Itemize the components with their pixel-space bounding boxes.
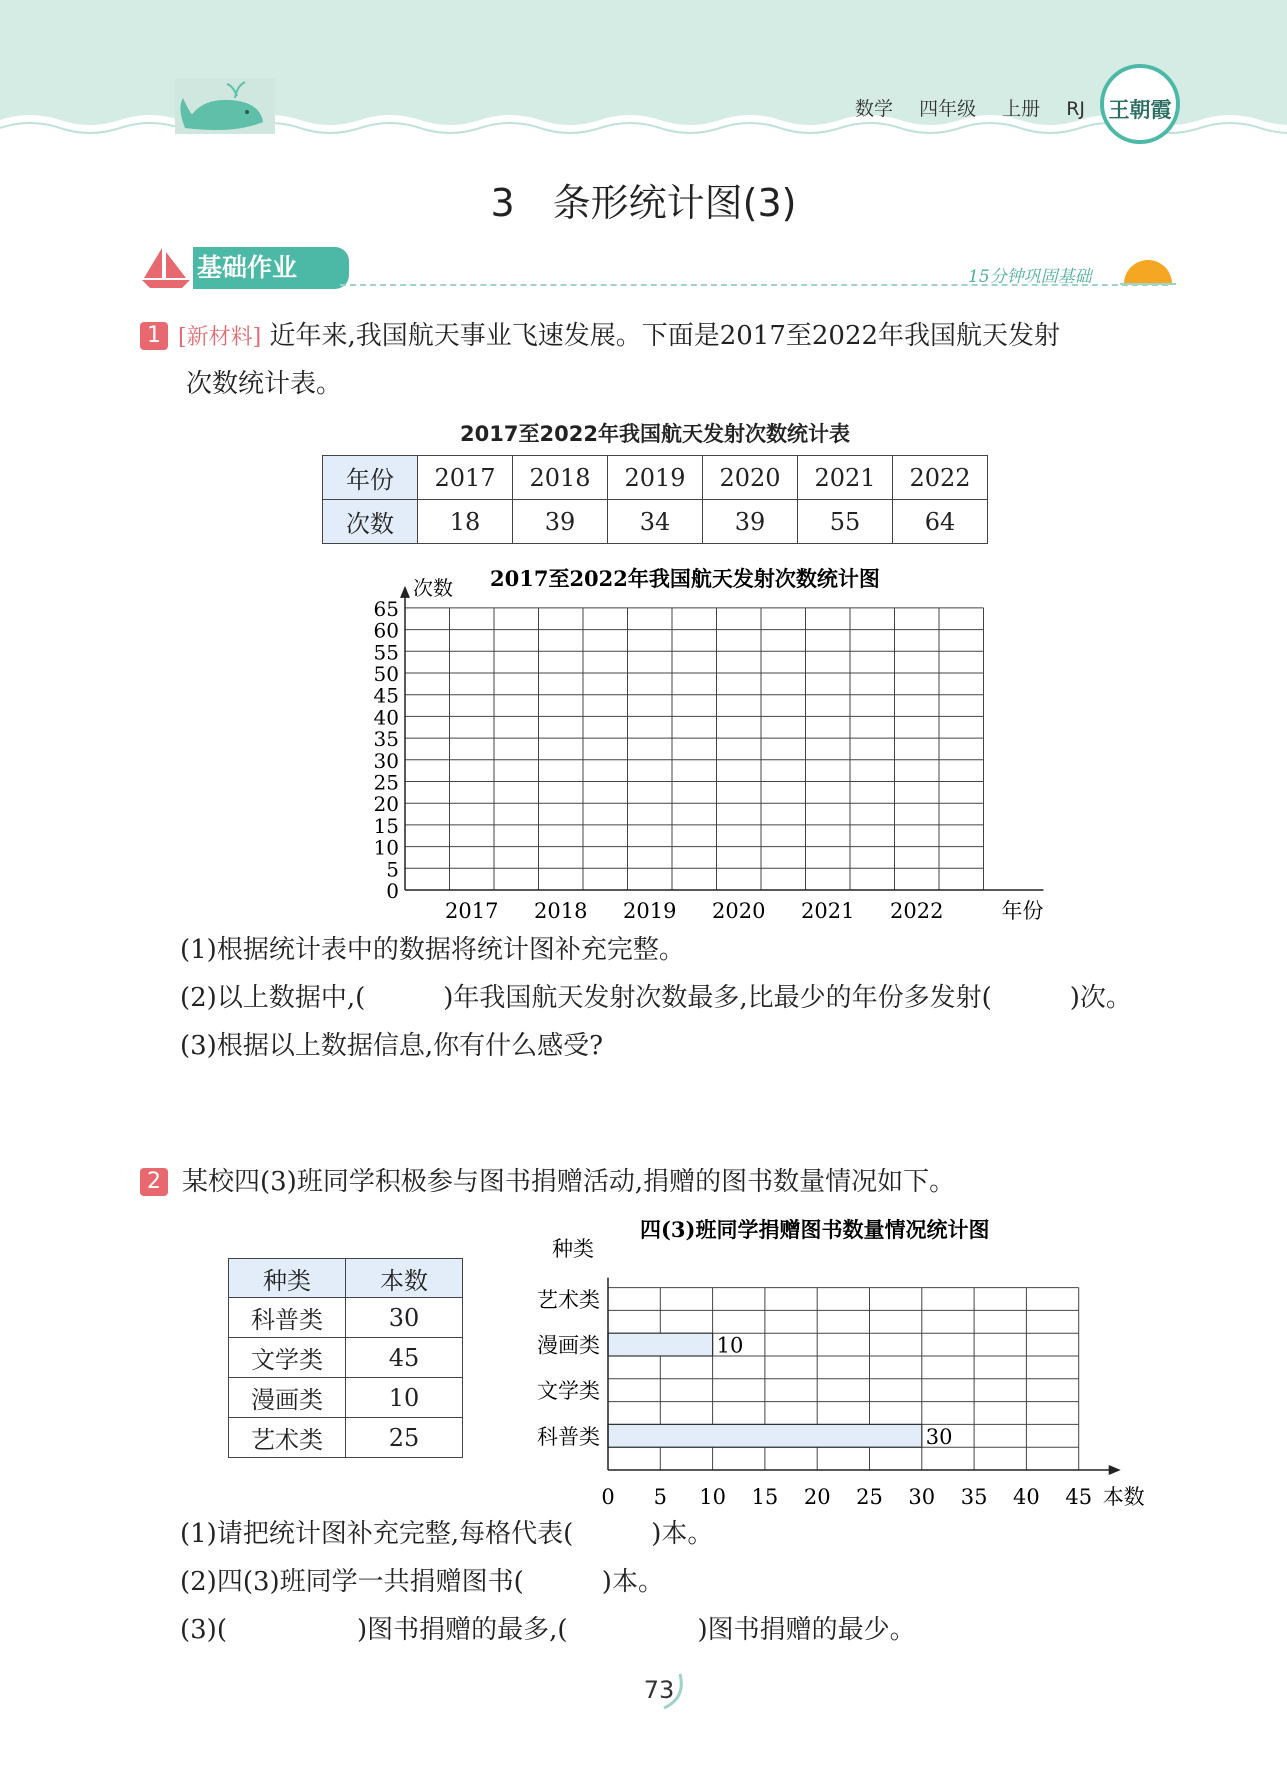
section-time-note: 15分钟巩固基础	[968, 267, 1092, 287]
y-tick-label: 50	[373, 662, 399, 686]
table-header-cell: 次数	[323, 500, 418, 544]
table-cell: 18	[418, 500, 513, 544]
x-tick-label: 2019	[623, 899, 677, 920]
table-cell: 64	[893, 500, 988, 544]
y-axis-label: 种类	[552, 1237, 594, 1261]
q1-sub3: (3)根据以上数据信息,你有什么感受?	[180, 1031, 604, 1061]
q2-sub1: (1)请把统计图补充完整,每格代表( )本。	[180, 1519, 714, 1549]
table-header-cell: 本数	[346, 1259, 463, 1298]
q2-text: 某校四(3)班同学积极参与图书捐赠活动,捐赠的图书数量情况如下。	[182, 1167, 956, 1197]
y-tick-label: 0	[386, 879, 399, 903]
edition-label: RJ	[1066, 98, 1085, 120]
sailboat-icon	[140, 246, 192, 290]
table-cell: 科普类	[229, 1298, 346, 1338]
table-cell: 10	[346, 1378, 463, 1418]
table-cell: 39	[703, 500, 798, 544]
y-tick-label: 25	[373, 770, 399, 795]
table-cell: 2017	[418, 456, 513, 500]
q1-sub2: (2)以上数据中,( )年我国航天发射次数最多,比最少的年份多发射( )次。	[180, 983, 1132, 1013]
table-cell: 文学类	[229, 1338, 346, 1378]
data-label: 10	[716, 1333, 744, 1358]
table-header-cell: 年份	[323, 456, 418, 500]
data-label: 30	[925, 1424, 953, 1449]
chart-title: 2017至2022年我国航天发射次数统计图	[490, 566, 880, 591]
page-header	[0, 0, 1287, 150]
chart-title: 四(3)班同学捐赠图书数量情况统计图	[640, 1217, 990, 1242]
x-axis-arrow	[1109, 1465, 1121, 1475]
book-bar-chart	[520, 1210, 1160, 1510]
volume-label: 上册	[1002, 98, 1041, 120]
q2-sub2: (2)四(3)班同学一共捐赠图书( )本。	[180, 1567, 664, 1597]
y-tick-label: 10	[373, 835, 399, 860]
grade-label: 四年级	[919, 98, 977, 120]
table-cell: 55	[798, 500, 893, 544]
section-label: 基础作业	[193, 247, 349, 289]
y-tick-label: 文学类	[537, 1379, 600, 1404]
x-axis-label: 本数	[1102, 1485, 1145, 1509]
y-tick-label: 35	[373, 727, 399, 752]
sunset-icon	[1120, 254, 1176, 288]
table-cell: 2020	[703, 456, 798, 500]
page-number: 73	[643, 1676, 675, 1704]
bar	[608, 1333, 713, 1356]
q1-tag: [新材料]	[178, 325, 262, 350]
y-tick-label: 艺术类	[537, 1288, 600, 1312]
y-tick-label: 5	[386, 857, 399, 882]
y-tick-label: 65	[373, 596, 399, 621]
x-tick-label: 15	[751, 1485, 779, 1509]
table-cell: 39	[513, 500, 608, 544]
x-tick-label: 2020	[712, 899, 766, 920]
brand-logo-text: 王朝霞	[1108, 97, 1172, 122]
x-tick-label: 30	[908, 1485, 936, 1509]
question-number: 1	[140, 322, 168, 350]
y-tick-label: 15	[373, 813, 399, 838]
x-axis-label: 年份	[1001, 899, 1044, 920]
page-title: 3 条形统计图(3)	[490, 181, 797, 225]
table-cell: 25	[346, 1418, 463, 1458]
table-cell: 2022	[893, 456, 988, 500]
x-tick-label: 10	[699, 1485, 726, 1509]
q1-data-table	[322, 455, 988, 544]
y-tick-label: 55	[373, 640, 399, 665]
table-cell: 艺术类	[229, 1418, 346, 1458]
brand-logo	[1100, 64, 1180, 144]
bar	[608, 1424, 922, 1447]
x-tick-label: 35	[960, 1485, 988, 1509]
q1-text	[178, 312, 1178, 362]
q1-text-line2: 次数统计表。	[186, 369, 343, 399]
y-tick-label: 40	[373, 705, 399, 730]
table-cell: 2021	[798, 456, 893, 500]
x-tick-label: 0	[601, 1485, 615, 1509]
page-number-swirl-icon	[660, 1668, 690, 1714]
book-info	[855, 94, 1105, 121]
subject-label: 数学	[855, 98, 894, 120]
y-tick-label: 30	[373, 748, 399, 773]
q1-text-line1: 近年来,我国航天事业飞速发展。下面是2017至2022年我国航天发射	[269, 321, 1061, 351]
table-cell: 漫画类	[229, 1378, 346, 1418]
y-tick-label: 科普类	[537, 1424, 600, 1449]
x-tick-label: 5	[653, 1485, 667, 1509]
y-tick-label: 20	[373, 792, 399, 817]
launch-bar-chart	[360, 560, 1060, 920]
q2-data-table	[228, 1258, 463, 1458]
table-header-cell: 种类	[229, 1259, 346, 1298]
table-cell: 45	[346, 1338, 463, 1378]
q1-table-caption: 2017至2022年我国航天发射次数统计表	[460, 422, 850, 446]
y-tick-label: 45	[373, 683, 399, 708]
q2-sub3: (3)( )图书捐赠的最多,( )图书捐赠的最少。	[180, 1615, 916, 1645]
x-tick-label: 2022	[890, 899, 944, 920]
x-tick-label: 20	[803, 1485, 831, 1509]
question-number: 2	[140, 1168, 168, 1196]
x-tick-label: 40	[1013, 1485, 1040, 1509]
y-axis-label: 次数	[413, 576, 453, 600]
table-cell: 30	[346, 1298, 463, 1338]
whale-icon	[175, 78, 275, 134]
y-tick-label: 漫画类	[537, 1333, 600, 1358]
x-tick-label: 2017	[445, 899, 499, 920]
q1-sub1: (1)根据统计表中的数据将统计图补充完整。	[180, 935, 685, 965]
table-cell: 34	[608, 500, 703, 544]
x-tick-label: 2018	[534, 899, 588, 920]
x-tick-label: 45	[1065, 1485, 1093, 1509]
x-tick-label: 2021	[801, 899, 855, 920]
y-tick-label: 60	[373, 618, 399, 643]
table-cell: 2019	[608, 456, 703, 500]
x-tick-label: 25	[856, 1485, 883, 1509]
table-cell: 2018	[513, 456, 608, 500]
